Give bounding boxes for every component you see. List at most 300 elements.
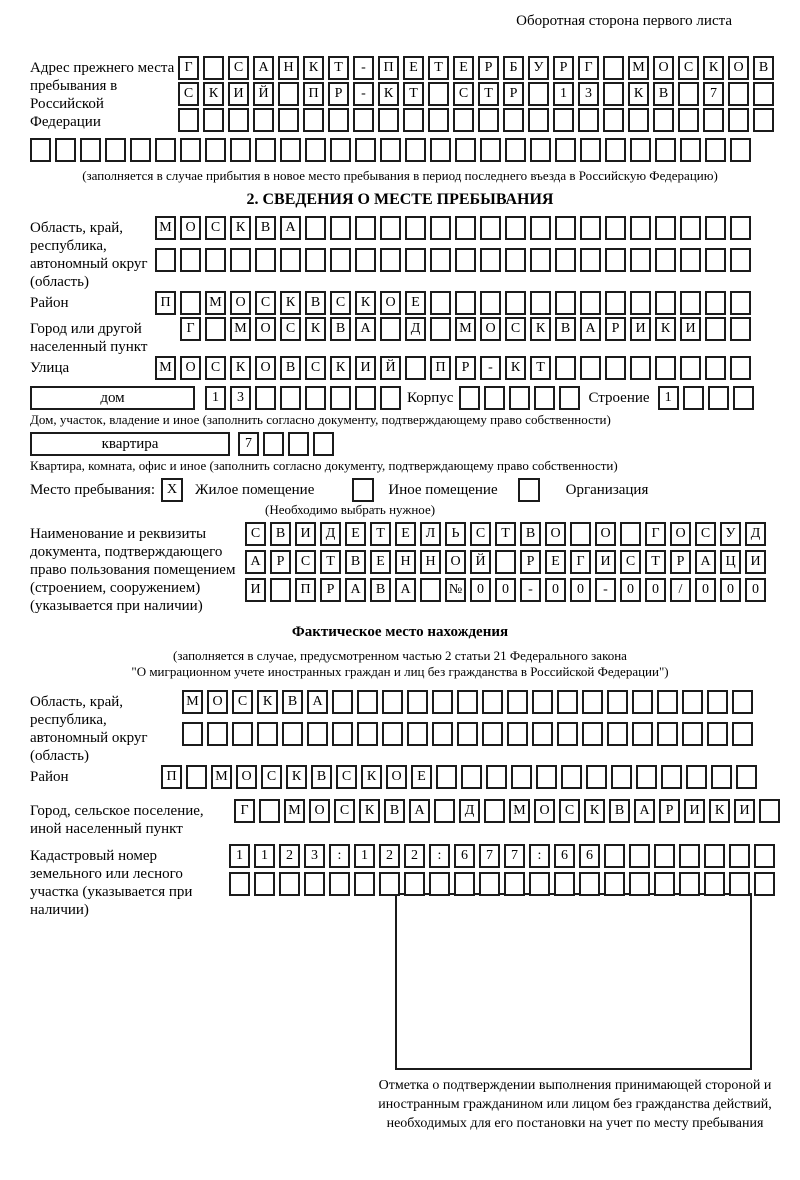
char-cell[interactable] [505,216,526,240]
char-cell[interactable]: П [378,56,399,80]
char-cell[interactable] [654,844,675,868]
char-cell[interactable] [380,216,401,240]
char-cell[interactable]: С [232,690,253,714]
char-cell[interactable] [557,722,578,746]
char-cell[interactable] [313,432,334,456]
char-cell[interactable]: К [303,56,324,80]
char-cell[interactable]: С [205,356,226,380]
char-cell[interactable] [605,216,626,240]
char-cell[interactable]: Й [470,550,491,574]
char-cell[interactable]: П [303,82,324,106]
char-cell[interactable] [511,765,532,789]
char-cell[interactable]: С [178,82,199,106]
char-cell[interactable]: О [309,799,330,823]
char-cell[interactable]: 3 [304,844,325,868]
char-cell[interactable] [155,138,176,162]
char-cell[interactable]: К [257,690,278,714]
char-cell[interactable] [80,138,101,162]
char-cell[interactable]: 6 [554,844,575,868]
char-cell[interactable]: 2 [279,844,300,868]
char-cell[interactable]: И [228,82,249,106]
char-cell[interactable]: В [653,82,674,106]
char-cell[interactable]: С [505,317,526,341]
char-cell[interactable] [555,138,576,162]
char-cell[interactable]: Ь [445,522,466,546]
char-cell[interactable] [528,108,549,132]
char-cell[interactable] [278,108,299,132]
char-cell[interactable] [534,386,555,410]
char-cell[interactable]: И [680,317,701,341]
char-cell[interactable]: Р [478,56,499,80]
char-cell[interactable]: М [155,216,176,240]
char-cell[interactable] [703,108,724,132]
char-cell[interactable]: Т [328,56,349,80]
char-cell[interactable] [484,799,505,823]
char-cell[interactable] [278,82,299,106]
char-cell[interactable]: П [155,291,176,315]
char-cell[interactable] [529,872,550,896]
char-cell[interactable] [205,138,226,162]
char-cell[interactable]: С [305,356,326,380]
char-cell[interactable] [580,138,601,162]
char-cell[interactable]: А [409,799,430,823]
char-cell[interactable]: Б [503,56,524,80]
char-cell[interactable]: 3 [578,82,599,106]
char-cell[interactable] [732,690,753,714]
char-cell[interactable] [455,291,476,315]
char-cell[interactable] [555,291,576,315]
char-cell[interactable]: К [355,291,376,315]
char-cell[interactable] [603,108,624,132]
char-cell[interactable] [255,248,276,272]
char-cell[interactable]: Ц [720,550,741,574]
char-cell[interactable] [304,872,325,896]
char-cell[interactable]: 0 [645,578,666,602]
char-cell[interactable] [253,108,274,132]
char-cell[interactable]: О [534,799,555,823]
char-cell[interactable] [530,248,551,272]
char-cell[interactable] [578,108,599,132]
char-cell[interactable] [229,872,250,896]
char-cell[interactable] [330,248,351,272]
char-cell[interactable] [657,722,678,746]
char-cell[interactable] [555,248,576,272]
char-cell[interactable] [705,216,726,240]
char-cell[interactable] [630,356,651,380]
char-cell[interactable] [457,690,478,714]
char-cell[interactable] [305,248,326,272]
char-cell[interactable] [736,765,757,789]
char-cell[interactable]: О [653,56,674,80]
char-cell[interactable] [632,722,653,746]
char-cell[interactable] [478,108,499,132]
char-cell[interactable] [636,765,657,789]
char-cell[interactable]: В [555,317,576,341]
char-cell[interactable] [355,216,376,240]
char-cell[interactable]: № [445,578,466,602]
char-cell[interactable] [605,291,626,315]
char-cell[interactable]: - [520,578,541,602]
char-cell[interactable] [559,386,580,410]
char-cell[interactable] [532,690,553,714]
char-cell[interactable]: 6 [579,844,600,868]
char-cell[interactable] [686,765,707,789]
char-cell[interactable]: С [261,765,282,789]
char-cell[interactable]: Г [234,799,255,823]
char-cell[interactable] [432,690,453,714]
char-cell[interactable] [207,722,228,746]
char-cell[interactable] [255,386,276,410]
char-cell[interactable] [505,248,526,272]
char-cell[interactable]: С [453,82,474,106]
char-cell[interactable]: С [295,550,316,574]
char-cell[interactable]: И [630,317,651,341]
char-cell[interactable]: Т [645,550,666,574]
char-cell[interactable] [730,216,751,240]
char-cell[interactable] [130,138,151,162]
char-cell[interactable] [430,138,451,162]
char-cell[interactable] [630,216,651,240]
char-cell[interactable]: Н [395,550,416,574]
char-cell[interactable] [380,248,401,272]
char-cell[interactable] [428,82,449,106]
char-cell[interactable] [305,386,326,410]
char-cell[interactable]: 0 [720,578,741,602]
apartment-box[interactable]: квартира [30,432,230,456]
char-cell[interactable] [605,138,626,162]
char-cell[interactable] [180,138,201,162]
char-cell[interactable] [380,138,401,162]
char-cell[interactable]: : [529,844,550,868]
char-cell[interactable]: С [245,522,266,546]
char-cell[interactable] [230,138,251,162]
char-cell[interactable] [461,765,482,789]
char-cell[interactable] [495,550,516,574]
char-cell[interactable] [454,872,475,896]
char-cell[interactable]: К [286,765,307,789]
char-cell[interactable]: А [245,550,266,574]
char-cell[interactable] [683,386,704,410]
char-cell[interactable]: С [678,56,699,80]
char-cell[interactable] [655,248,676,272]
char-cell[interactable]: О [545,522,566,546]
char-cell[interactable]: Г [570,550,591,574]
char-cell[interactable] [705,356,726,380]
char-cell[interactable]: 2 [404,844,425,868]
char-cell[interactable]: А [695,550,716,574]
char-cell[interactable] [203,56,224,80]
char-cell[interactable]: С [334,799,355,823]
stay-type-checkbox-other[interactable] [352,478,374,502]
char-cell[interactable]: М [284,799,305,823]
char-cell[interactable] [530,291,551,315]
char-cell[interactable] [705,317,726,341]
char-cell[interactable] [205,317,226,341]
char-cell[interactable] [604,844,625,868]
char-cell[interactable]: Р [455,356,476,380]
char-cell[interactable] [405,248,426,272]
char-cell[interactable] [582,722,603,746]
char-cell[interactable]: Е [403,56,424,80]
char-cell[interactable] [586,765,607,789]
char-cell[interactable]: Е [370,550,391,574]
char-cell[interactable] [280,386,301,410]
char-cell[interactable] [382,722,403,746]
char-cell[interactable] [279,872,300,896]
char-cell[interactable] [730,356,751,380]
char-cell[interactable]: 1 [354,844,375,868]
char-cell[interactable] [329,872,350,896]
char-cell[interactable] [455,138,476,162]
char-cell[interactable]: 0 [470,578,491,602]
char-cell[interactable]: К [230,356,251,380]
char-cell[interactable]: Д [320,522,341,546]
char-cell[interactable] [55,138,76,162]
char-cell[interactable]: Д [745,522,766,546]
stay-type-checkbox-organization[interactable] [518,478,540,502]
char-cell[interactable]: С [559,799,580,823]
char-cell[interactable] [553,108,574,132]
char-cell[interactable] [480,216,501,240]
char-cell[interactable]: Р [659,799,680,823]
char-cell[interactable] [203,108,224,132]
char-cell[interactable] [605,248,626,272]
char-cell[interactable] [532,722,553,746]
char-cell[interactable]: С [336,765,357,789]
char-cell[interactable] [205,248,226,272]
char-cell[interactable] [630,248,651,272]
char-cell[interactable] [263,432,284,456]
char-cell[interactable] [607,690,628,714]
char-cell[interactable] [355,248,376,272]
char-cell[interactable]: О [255,317,276,341]
char-cell[interactable] [407,722,428,746]
char-cell[interactable] [678,108,699,132]
char-cell[interactable] [704,844,725,868]
char-cell[interactable]: Г [180,317,201,341]
char-cell[interactable] [328,108,349,132]
char-cell[interactable]: И [745,550,766,574]
char-cell[interactable] [355,386,376,410]
char-cell[interactable] [679,872,700,896]
char-cell[interactable] [603,56,624,80]
char-cell[interactable] [354,872,375,896]
char-cell[interactable] [255,138,276,162]
char-cell[interactable] [455,216,476,240]
char-cell[interactable] [653,108,674,132]
char-cell[interactable]: О [728,56,749,80]
stamp-box[interactable] [395,893,752,1070]
char-cell[interactable]: Т [370,522,391,546]
char-cell[interactable]: С [228,56,249,80]
char-cell[interactable]: К [305,317,326,341]
char-cell[interactable] [405,138,426,162]
char-cell[interactable]: М [455,317,476,341]
char-cell[interactable]: Й [253,82,274,106]
char-cell[interactable]: А [253,56,274,80]
char-cell[interactable]: О [445,550,466,574]
char-cell[interactable]: В [753,56,774,80]
char-cell[interactable]: 0 [570,578,591,602]
char-cell[interactable]: 1 [553,82,574,106]
char-cell[interactable]: М [155,356,176,380]
char-cell[interactable] [679,844,700,868]
char-cell[interactable]: К [655,317,676,341]
char-cell[interactable] [480,291,501,315]
char-cell[interactable] [486,765,507,789]
char-cell[interactable]: К [530,317,551,341]
char-cell[interactable]: Г [578,56,599,80]
char-cell[interactable] [228,108,249,132]
char-cell[interactable]: : [429,844,450,868]
char-cell[interactable]: В [282,690,303,714]
char-cell[interactable] [430,317,451,341]
char-cell[interactable]: О [236,765,257,789]
char-cell[interactable]: В [384,799,405,823]
char-cell[interactable]: И [355,356,376,380]
char-cell[interactable] [507,690,528,714]
char-cell[interactable]: В [345,550,366,574]
char-cell[interactable]: Г [178,56,199,80]
char-cell[interactable] [303,108,324,132]
char-cell[interactable] [453,108,474,132]
char-cell[interactable] [557,690,578,714]
char-cell[interactable]: О [180,356,201,380]
char-cell[interactable]: 0 [620,578,641,602]
char-cell[interactable] [707,690,728,714]
char-cell[interactable] [680,248,701,272]
char-cell[interactable] [555,216,576,240]
char-cell[interactable] [603,82,624,106]
char-cell[interactable]: 7 [703,82,724,106]
char-cell[interactable]: О [480,317,501,341]
char-cell[interactable] [729,844,750,868]
char-cell[interactable] [180,291,201,315]
char-cell[interactable] [332,690,353,714]
char-cell[interactable] [682,722,703,746]
char-cell[interactable]: У [720,522,741,546]
char-cell[interactable] [655,138,676,162]
char-cell[interactable]: Р [328,82,349,106]
char-cell[interactable] [459,386,480,410]
char-cell[interactable] [754,872,775,896]
char-cell[interactable]: - [480,356,501,380]
char-cell[interactable] [657,690,678,714]
char-cell[interactable] [580,356,601,380]
char-cell[interactable]: В [609,799,630,823]
char-cell[interactable] [555,356,576,380]
char-cell[interactable]: О [255,356,276,380]
char-cell[interactable]: Е [453,56,474,80]
char-cell[interactable] [503,108,524,132]
char-cell[interactable] [430,291,451,315]
char-cell[interactable]: В [330,317,351,341]
char-cell[interactable]: К [628,82,649,106]
char-cell[interactable]: О [380,291,401,315]
char-cell[interactable] [282,722,303,746]
char-cell[interactable]: П [430,356,451,380]
char-cell[interactable] [429,872,450,896]
char-cell[interactable]: С [620,550,641,574]
char-cell[interactable] [504,872,525,896]
char-cell[interactable]: А [355,317,376,341]
char-cell[interactable]: О [230,291,251,315]
char-cell[interactable] [482,690,503,714]
char-cell[interactable] [105,138,126,162]
char-cell[interactable] [509,386,530,410]
char-cell[interactable] [711,765,732,789]
char-cell[interactable] [730,138,751,162]
char-cell[interactable]: Е [395,522,416,546]
char-cell[interactable] [380,317,401,341]
char-cell[interactable] [580,248,601,272]
char-cell[interactable] [405,216,426,240]
char-cell[interactable] [480,138,501,162]
char-cell[interactable] [661,765,682,789]
char-cell[interactable] [561,765,582,789]
char-cell[interactable] [330,216,351,240]
char-cell[interactable] [420,578,441,602]
char-cell[interactable]: В [311,765,332,789]
char-cell[interactable] [728,82,749,106]
char-cell[interactable]: Р [270,550,291,574]
char-cell[interactable] [355,138,376,162]
char-cell[interactable]: - [353,82,374,106]
char-cell[interactable]: 7 [479,844,500,868]
char-cell[interactable]: Д [459,799,480,823]
char-cell[interactable]: М [211,765,232,789]
char-cell[interactable] [405,356,426,380]
char-cell[interactable]: В [255,216,276,240]
char-cell[interactable] [305,216,326,240]
char-cell[interactable] [678,82,699,106]
char-cell[interactable] [505,138,526,162]
char-cell[interactable]: В [370,578,391,602]
char-cell[interactable] [428,108,449,132]
char-cell[interactable]: - [353,56,374,80]
char-cell[interactable]: М [230,317,251,341]
char-cell[interactable]: Р [670,550,691,574]
char-cell[interactable] [705,291,726,315]
char-cell[interactable] [155,248,176,272]
char-cell[interactable]: Т [428,56,449,80]
char-cell[interactable]: М [205,291,226,315]
char-cell[interactable]: К [359,799,380,823]
char-cell[interactable] [707,722,728,746]
char-cell[interactable] [186,765,207,789]
char-cell[interactable] [280,138,301,162]
char-cell[interactable] [530,216,551,240]
char-cell[interactable]: О [670,522,691,546]
char-cell[interactable] [436,765,457,789]
char-cell[interactable] [404,872,425,896]
char-cell[interactable]: Т [495,522,516,546]
char-cell[interactable]: О [386,765,407,789]
char-cell[interactable] [259,799,280,823]
char-cell[interactable]: 1 [229,844,250,868]
char-cell[interactable]: О [180,216,201,240]
char-cell[interactable] [280,248,301,272]
char-cell[interactable] [654,872,675,896]
char-cell[interactable]: Р [605,317,626,341]
char-cell[interactable] [232,722,253,746]
char-cell[interactable]: П [295,578,316,602]
char-cell[interactable] [611,765,632,789]
char-cell[interactable]: К [203,82,224,106]
char-cell[interactable] [505,291,526,315]
char-cell[interactable]: 0 [495,578,516,602]
char-cell[interactable]: С [695,522,716,546]
